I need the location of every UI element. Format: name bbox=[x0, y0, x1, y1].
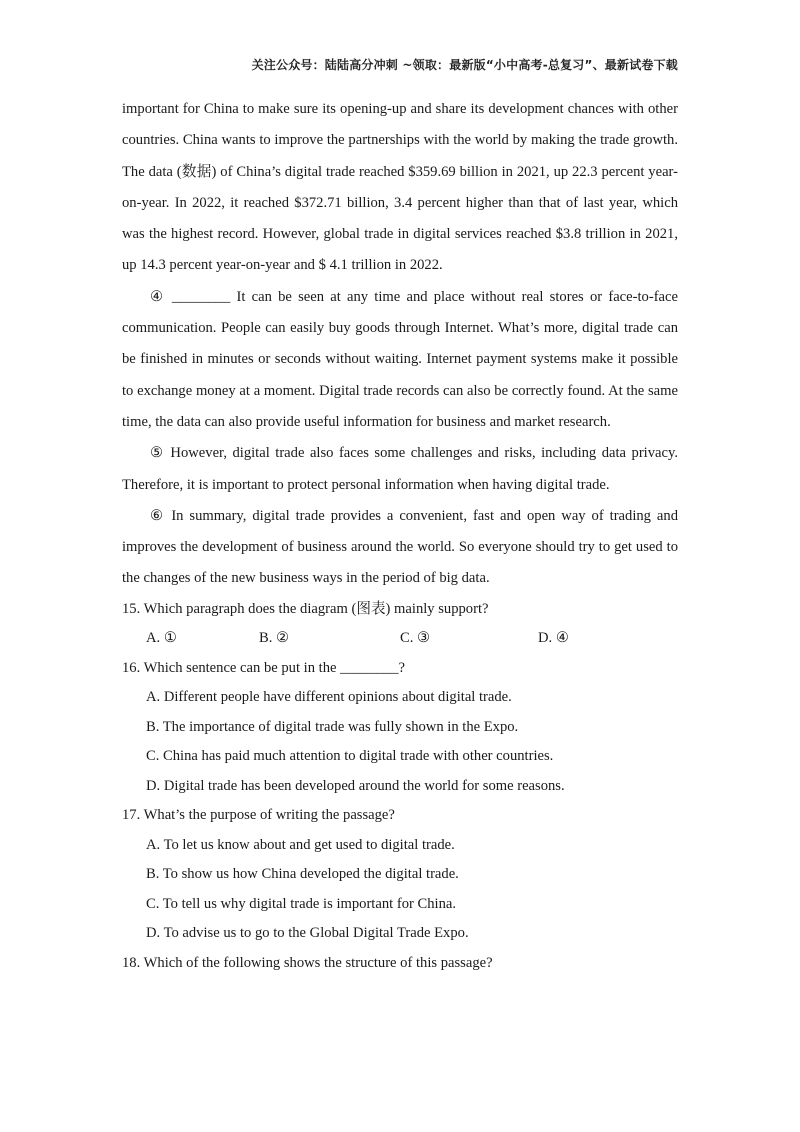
question-17-option-d[interactable]: D. To advise us to go to the Global Digital Trade Expo. bbox=[146, 925, 469, 942]
question-17-stem: 17. What’s the purpose of writing the passage? bbox=[122, 807, 395, 824]
question-16-option-d[interactable]: D. Digital trade has been developed around the world for some reasons. bbox=[146, 777, 565, 794]
question-15-option-c[interactable]: C. ③ bbox=[400, 630, 431, 647]
question-15 bbox=[122, 595, 678, 654]
page-header: 关注公众号：陆陆高分冲刺 ~领取：最新版“小中高考-总复习”、最新试卷下载 bbox=[251, 58, 678, 72]
question-16-stem: 16. Which sentence can be put in the ________? bbox=[122, 659, 406, 676]
paragraph-3-continued: important for China to make sure its opening-up and share its development chances with other countries. China wants to improve the partnerships with the world by making the trade growth. The data (数据) of China’s digital trade reached $359.69 billion in 2021, up 22.3 percent year-on-year. In 2022, it reached $372.71 billion, 3.4 percent higher than that of last year, which was the highest record. However, global trade in digital services reached $3.8 trillion in 2021, up 14.3 percent year-on-year and $ 4.1 trillion in 2022. bbox=[122, 101, 678, 274]
question-18-stem: 18. Which of the following shows the structure of this passage? bbox=[122, 954, 493, 971]
question-15-options bbox=[122, 624, 678, 654]
question-15-stem: 15. Which paragraph does the diagram (图表) mainly support? bbox=[122, 600, 489, 617]
passage-content bbox=[122, 94, 678, 978]
question-15-option-b[interactable]: B. ② bbox=[259, 630, 290, 647]
question-17 bbox=[122, 801, 678, 949]
question-15-option-a[interactable]: A. ① bbox=[146, 630, 177, 647]
question-17-option-c[interactable]: C. To tell us why digital trade is important for China. bbox=[146, 895, 457, 912]
question-18 bbox=[122, 949, 678, 979]
question-16-option-c[interactable]: C. China has paid much attention to digital trade with other countries. bbox=[146, 748, 554, 765]
paragraph-5: ⑤ However, digital trade also faces some challenges and risks, including data privacy. Therefore, it is important to protect personal information when having digital trade. bbox=[122, 445, 678, 493]
question-16 bbox=[122, 654, 678, 802]
question-16-option-b[interactable]: B. The importance of digital trade was fully shown in the Expo. bbox=[146, 718, 519, 735]
question-17-option-a[interactable]: A. To let us know about and get used to digital trade. bbox=[146, 836, 455, 853]
paragraph-4: ④ ________ It can be seen at any time and place without real stores or face-to-face communication. People can easily buy goods through Internet. What’s more, digital trade can be finished in minutes or seconds without waiting. Internet payment systems make it possible to exchange money at a moment. Digital trade records can also be correctly found. At the same time, the data can also provide useful information for business and market research. bbox=[122, 288, 678, 430]
question-17-option-b[interactable]: B. To show us how China developed the digital trade. bbox=[146, 866, 459, 883]
question-15-option-d[interactable]: D. ④ bbox=[538, 630, 569, 647]
question-16-option-a[interactable]: A. Different people have different opinions about digital trade. bbox=[146, 689, 512, 706]
paragraph-6: ⑥ In summary, digital trade provides a convenient, fast and open way of trading and improves the development of business around the world. So everyone should try to get used to the changes of the new business ways in the period of big data. bbox=[122, 507, 678, 587]
